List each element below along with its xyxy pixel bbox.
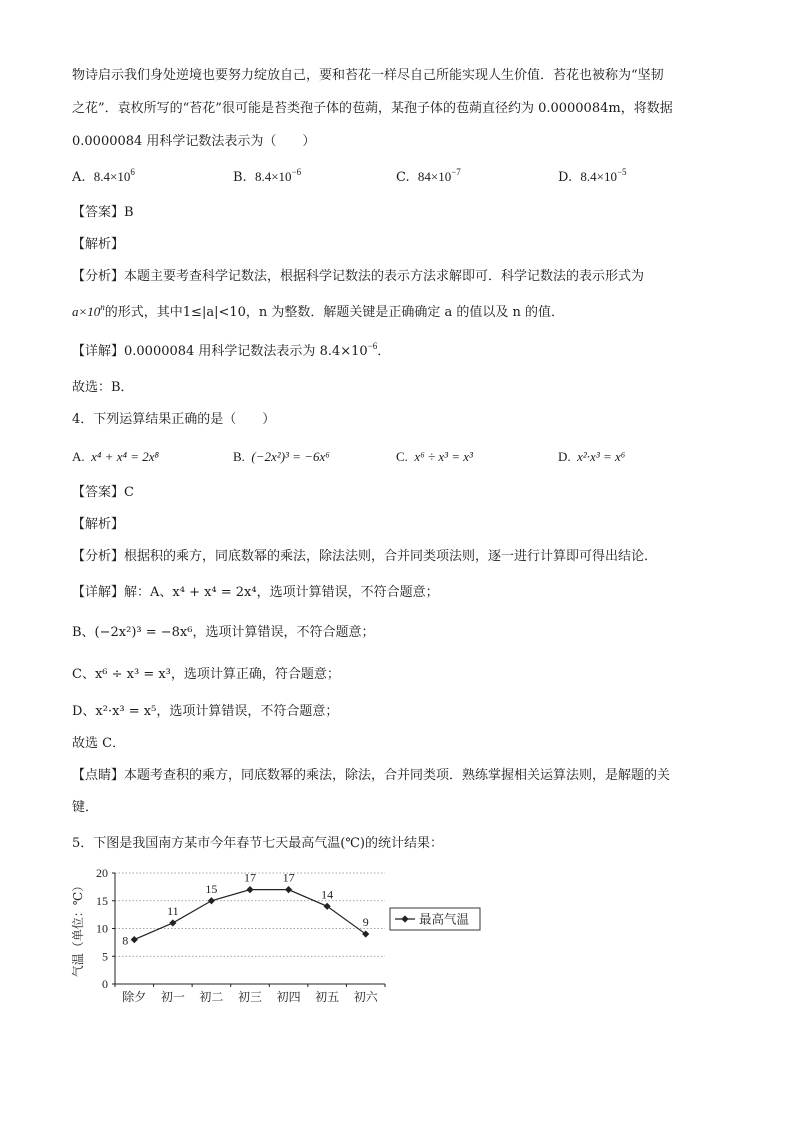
q3-option-b[interactable]: B. $8.4\times 10^{-6}$	[233, 167, 302, 185]
x-tick-label: 初二	[199, 990, 224, 1004]
q3-analysis-line-2: $a\times 10^n$的形式，其中1≤|a|<10，n 为整数．解题关键是正确确定 a 的值以及 n 的值．	[72, 302, 565, 320]
q4-answer: 【答案】C	[72, 485, 134, 500]
data-label: 9	[362, 915, 369, 930]
q4-remark-line-1: 【点睛】本题考查积的乘方，同底数幂的乘法，除法，合并同类项．熟练掌握相关运算法则，是解题的关	[72, 768, 671, 783]
q3-stem-line-3: 0.0000084 用科学记数法表示为（ ）	[72, 134, 316, 149]
data-point	[169, 919, 176, 926]
y-tick-label: 15	[96, 893, 108, 908]
x-tick-label: 初四	[276, 990, 301, 1004]
y-tick-label: 0	[102, 977, 108, 991]
data-label: 11	[167, 903, 179, 918]
q4-option-a[interactable]: A. x⁴ + x⁴ = 2x⁸	[72, 449, 160, 464]
data-label: 14	[321, 887, 334, 902]
data-point	[131, 936, 138, 943]
q4-option-c[interactable]: C. x⁶ ÷ x³ = x³	[396, 449, 473, 464]
data-point	[285, 886, 292, 893]
y-tick-label: 20	[96, 866, 108, 880]
q4-stem: 4．下列运算结果正确的是（ ）	[72, 412, 276, 427]
q4-jiexi-heading: 【解析】	[72, 517, 125, 532]
data-point	[208, 897, 215, 904]
q4-detail-d: D、x²·x³ = x⁵，选项计算错误，不符合题意；	[72, 704, 339, 719]
data-label: 8	[122, 933, 129, 948]
q4-remark-line-2: 键．	[72, 800, 99, 815]
x-tick-label: 除夕	[122, 990, 147, 1004]
q3-option-a[interactable]: A. $8.4\times 10^6$	[72, 167, 135, 185]
q3-choose: 故选：B．	[72, 380, 134, 395]
data-label: 17	[244, 870, 256, 885]
q4-detail-c: C、x⁶ ÷ x³ = x³，选项计算正确，符合题意；	[72, 667, 340, 682]
data-point	[246, 886, 253, 893]
q3-detail: 【详解】0.0000084 用科学记数法表示为 $8.4\times 10^{-6}$．	[72, 341, 391, 359]
legend-label: 最高气温	[419, 912, 470, 927]
q3-analysis-line-1: 【分析】本题主要考查科学记数法，根据科学记数法的表示方法求解即可．科学记数法的表示形式为	[72, 269, 645, 284]
q3-jiexi-heading: 【解析】	[72, 237, 125, 252]
q4-detail-b: B、(−2x²)³ = −8x⁶，选项计算错误，不符合题意；	[72, 625, 375, 640]
q3-option-c[interactable]: C. $84\times 10^{-7}$	[396, 167, 461, 185]
q3-stem-line-2: 之花”．袁枚所写的“苔花”很可能是苔类孢子体的苞蒴，某孢子体的苞蒴直径约为 0.0000084m，将数据	[72, 101, 673, 116]
q3-stem-line-1: 物诗启示我们身处逆境也要努力绽放自己，要和苔花一样尽自己所能实现人生价值．苔花也被称为“坚韧	[72, 68, 664, 83]
data-label: 17	[282, 870, 295, 885]
q4-choose: 故选 C．	[72, 736, 126, 751]
y-tick-label: 10	[96, 921, 108, 936]
q5-stem: 5．下图是我国南方某市今年春节七天最高气温(℃)的统计结果：	[72, 836, 443, 851]
x-tick-label: 初一	[160, 990, 185, 1004]
x-tick-label: 初六	[353, 990, 378, 1004]
q4-option-b[interactable]: B. (−2x²)³ = −6x⁶	[233, 449, 330, 464]
data-label: 15	[205, 881, 218, 896]
temperature-line-chart	[68, 858, 488, 1008]
q4-detail-a: 【详解】解：A、x⁴ + x⁴ = 2x⁴，选项计算错误，不符合题意；	[72, 585, 439, 600]
y-axis-label: 气温（单位：℃）	[71, 879, 85, 978]
q4-option-d[interactable]: D. x²·x³ = x⁶	[558, 449, 626, 464]
q3-analysis-formula: a×10	[72, 304, 101, 319]
x-tick-label: 初三	[237, 990, 263, 1004]
q4-analysis: 【分析】根据积的乘方，同底数幂的乘法，除法法则，合并同类项法则，逐一进行计算即可得出结论．	[72, 549, 658, 564]
q3-answer: 【答案】B	[72, 205, 134, 220]
y-tick-label: 5	[102, 949, 108, 964]
x-tick-label: 初五	[315, 990, 340, 1004]
q3-option-d[interactable]: D. $8.4\times 10^{-5}$	[558, 167, 627, 185]
